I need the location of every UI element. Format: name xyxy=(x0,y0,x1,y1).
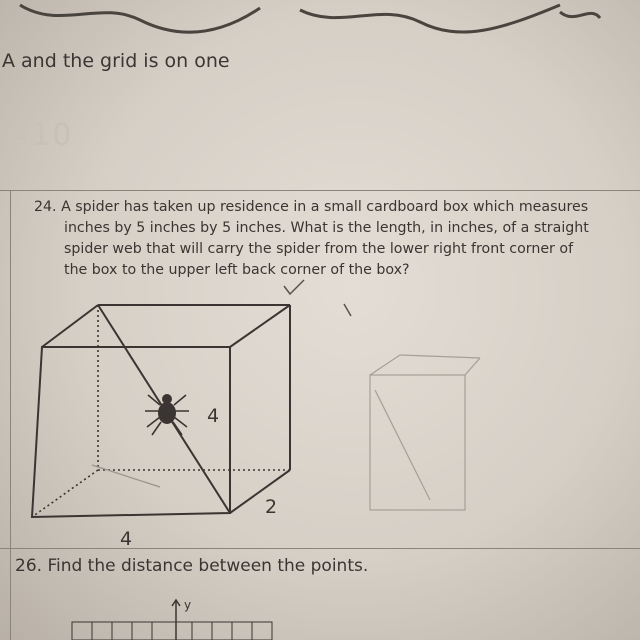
question-24-line-1: 24. A spider has taken up residence in a small cardboard box which measures xyxy=(34,199,589,215)
depth-label: 2 xyxy=(265,496,278,518)
question-24-line-2: inches by 5 inches by 5 inches. What is the length, in inches, of a straight xyxy=(64,220,589,236)
question-26: 26. Find the distance between the points. xyxy=(15,556,369,576)
section-divider-top xyxy=(0,190,640,191)
question-24 xyxy=(34,197,640,281)
spider-icon xyxy=(145,394,189,435)
pencil-tick-mark xyxy=(342,302,354,320)
faint-erased-note: =10 xyxy=(4,118,74,153)
left-margin-rule xyxy=(10,190,11,640)
coordinate-grid xyxy=(60,598,290,640)
question-24-line-3: spider web that will carry the spider from the lower right front corner of xyxy=(64,241,574,257)
pencil-sketch xyxy=(360,350,500,520)
width-label: 4 xyxy=(120,528,133,550)
height-label: 4 xyxy=(207,405,220,427)
cut-off-heading-handwriting xyxy=(0,0,640,40)
previous-problem-text: A and the grid is on one xyxy=(2,50,230,72)
y-axis-label: y xyxy=(184,598,192,612)
question-24-line-4: the box to the upper left back corner of the box? xyxy=(64,262,410,278)
box-diagram xyxy=(20,295,340,555)
